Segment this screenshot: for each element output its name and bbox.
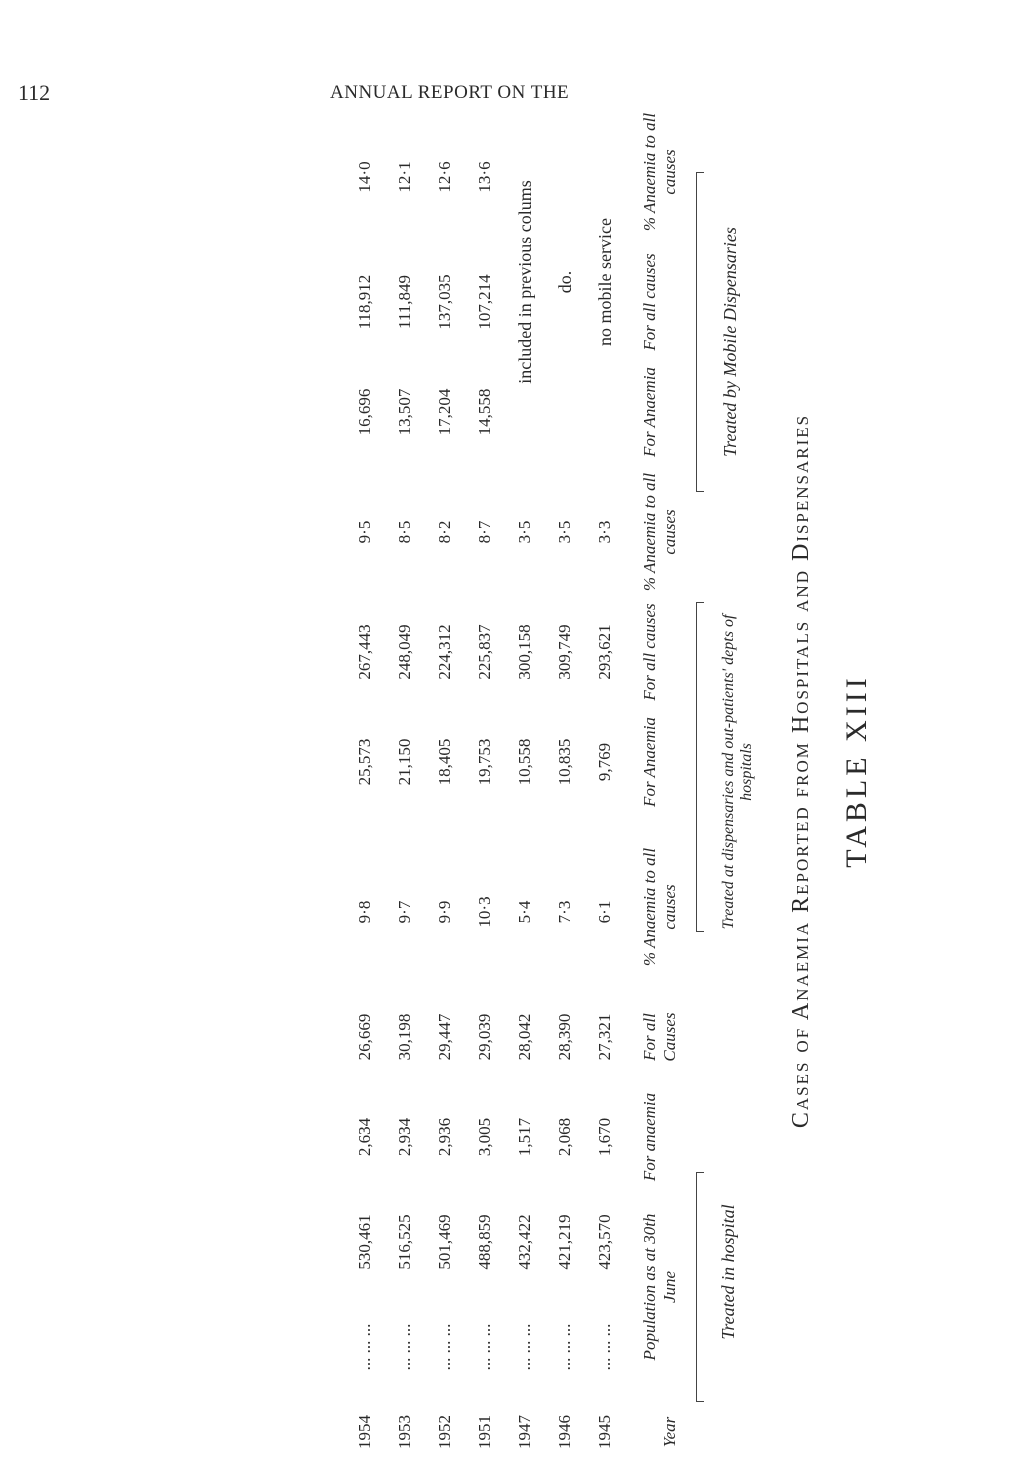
mobile-note-1945: no mobile service (595, 218, 615, 346)
hosp-all-cell: 26,669 (355, 1013, 374, 1061)
year-cell: 1951 (475, 1415, 494, 1449)
header-disp-all: For all causes (640, 603, 659, 701)
hosp-pct-cell: 9·7 (395, 900, 414, 924)
hosp-all-cell: 29,039 (475, 1013, 494, 1061)
header-mob-all: For all causes (640, 253, 659, 351)
mob-pct-cell: 14·0 (355, 161, 374, 193)
hosp-pct-cell: 9·9 (435, 900, 454, 924)
header-mob-pct: % Anaemia to all causes (640, 112, 679, 232)
mobile-note-1947: included in previous colums (515, 180, 535, 384)
year-cell: 1946 (555, 1415, 574, 1449)
leader-dots: ... ... ... (555, 1323, 574, 1371)
header-population: Population as at 30th June (640, 1213, 679, 1361)
leader-dots: ... ... ... (475, 1323, 494, 1371)
hosp-anaemia-cell: 2,068 (555, 1117, 574, 1157)
disp-all-cell: 300,158 (515, 624, 534, 680)
hosp-pct-cell: 9·8 (355, 900, 374, 924)
disp-anaemia-cell: 25,573 (355, 738, 374, 786)
mob-anaemia-cell: 13,507 (395, 388, 414, 436)
brace-dispensaries (696, 602, 704, 932)
disp-pct-cell: 3·3 (595, 520, 614, 544)
leader-dots: ... ... ... (395, 1323, 414, 1371)
disp-anaemia-cell: 10,835 (555, 738, 574, 786)
hosp-pct-cell: 5·4 (515, 900, 534, 924)
disp-all-cell: 248,049 (395, 624, 414, 680)
mob-pct-cell: 12·6 (435, 161, 454, 193)
disp-pct-cell: 3·5 (515, 520, 534, 544)
disp-all-cell: 224,312 (435, 624, 454, 680)
hosp-anaemia-cell: 1,670 (595, 1117, 614, 1157)
header-mob-anaemia: For Anaemia (640, 367, 659, 457)
group-dispensaries: Treated at dispensaries and out-patients' depts of hospitals (720, 614, 755, 930)
hosp-pct-cell: 7·3 (555, 900, 574, 924)
header-year: Year (660, 1416, 679, 1448)
disp-all-cell: 293,621 (595, 624, 614, 680)
disp-pct-cell: 8·2 (435, 520, 454, 544)
disp-all-cell: 225,837 (475, 624, 494, 680)
disp-anaemia-cell: 10,558 (515, 738, 534, 786)
hosp-anaemia-cell: 1,517 (515, 1117, 534, 1157)
disp-pct-cell: 8·5 (395, 520, 414, 544)
hosp-all-cell: 28,390 (555, 1013, 574, 1061)
year-cell: 1954 (355, 1415, 374, 1449)
header-hosp-pct: % Anaemia to all causes (640, 847, 679, 967)
disp-pct-cell: 3·5 (555, 520, 574, 544)
disp-all-cell: 309,749 (555, 624, 574, 680)
disp-all-cell: 267,443 (355, 624, 374, 680)
leader-dots: ... ... ... (515, 1323, 534, 1371)
leader-dots: ... ... ... (355, 1323, 374, 1371)
year-cell: 1947 (515, 1415, 534, 1449)
disp-pct-cell: 9·5 (355, 520, 374, 544)
header-disp-pct: % Anaemia to all causes (640, 472, 679, 592)
group-mobile: Treated by Mobile Dispensaries (720, 227, 740, 457)
mob-all-cell: 137,035 (435, 274, 454, 330)
mob-all-cell: 107,214 (475, 274, 494, 330)
hosp-pct-cell: 6·1 (595, 900, 614, 924)
brace-mobile (696, 172, 704, 492)
mob-all-cell: 111,849 (395, 275, 414, 329)
mob-anaemia-cell: 16,696 (355, 388, 374, 436)
mob-pct-cell: 12·1 (395, 161, 414, 193)
table-title: Cases of Anaemia Reported from Hospitals and Dispensaries (788, 413, 814, 1129)
disp-anaemia-cell: 19,753 (475, 738, 494, 786)
hosp-anaemia-cell: 2,634 (355, 1117, 374, 1157)
mobile-note-1946: do. (555, 270, 575, 294)
disp-pct-cell: 8·7 (475, 520, 494, 544)
hosp-pct-cell: 10·3 (475, 896, 494, 928)
leader-dots: ... ... ... (595, 1323, 614, 1371)
mob-pct-cell: 13·6 (475, 161, 494, 193)
brace-hospital (696, 1172, 704, 1402)
mob-anaemia-cell: 17,204 (435, 388, 454, 436)
population-cell: 488,859 (475, 1214, 494, 1270)
table-label: TABLE XIII (840, 674, 873, 868)
mob-anaemia-cell: 14,558 (475, 388, 494, 436)
rotated-table (220, 70, 1020, 1472)
leader-dots: ... ... ... (435, 1323, 454, 1371)
year-cell: 1945 (595, 1415, 614, 1449)
hosp-all-cell: 27,321 (595, 1013, 614, 1061)
population-cell: 530,461 (355, 1214, 374, 1270)
header-disp-anaemia: For Anaemia (640, 717, 659, 807)
year-cell: 1952 (435, 1415, 454, 1449)
hosp-all-cell: 29,447 (435, 1013, 454, 1061)
population-cell: 421,219 (555, 1214, 574, 1270)
disp-anaemia-cell: 18,405 (435, 738, 454, 786)
population-cell: 432,422 (515, 1214, 534, 1270)
header-hosp-all: For all Causes (640, 1012, 679, 1062)
group-hospital: Treated in hospital (718, 1204, 738, 1340)
year-cell: 1953 (395, 1415, 414, 1449)
disp-anaemia-cell: 9,769 (595, 742, 614, 782)
mob-all-cell: 118,912 (355, 274, 374, 330)
hosp-all-cell: 28,042 (515, 1013, 534, 1061)
disp-anaemia-cell: 21,150 (395, 738, 414, 786)
population-cell: 501,469 (435, 1214, 454, 1270)
hosp-anaemia-cell: 2,934 (395, 1117, 414, 1157)
hosp-all-cell: 30,198 (395, 1013, 414, 1061)
hosp-anaemia-cell: 2,936 (435, 1117, 454, 1157)
population-cell: 423,570 (595, 1214, 614, 1270)
page-number: 112 (18, 80, 51, 105)
running-head: ANNUAL REPORT ON THE (330, 82, 570, 103)
population-cell: 516,525 (395, 1214, 414, 1270)
header-hosp-anaemia: For anaemia (640, 1092, 659, 1182)
hosp-anaemia-cell: 3,005 (475, 1117, 494, 1157)
